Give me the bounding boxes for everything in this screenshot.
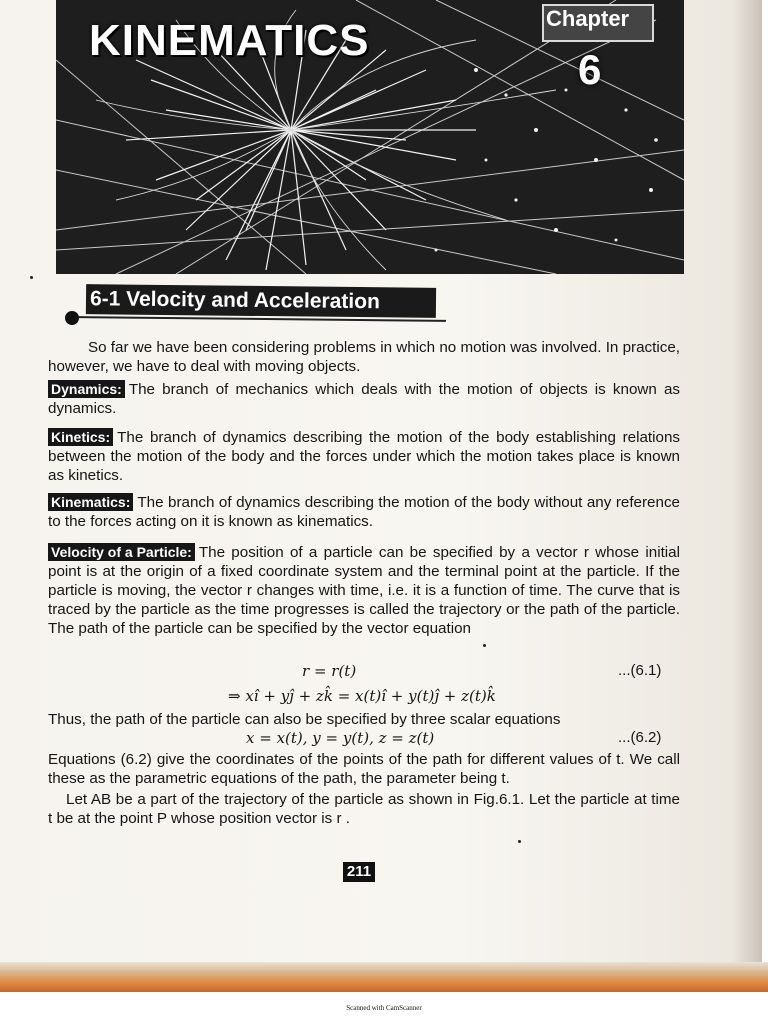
ink-speck (30, 276, 33, 279)
dynamics-definition (48, 380, 680, 418)
equation-6-1: r = r(t) (302, 662, 357, 680)
chapter-label: Chapter (546, 6, 630, 31)
chapter-number: 6 (578, 46, 602, 93)
velocity-definition (48, 543, 680, 638)
ink-speck (518, 840, 521, 843)
equation-6-2: x = x(t), y = y(t), z = z(t) (246, 729, 435, 747)
scanner-footer: Scanned with CamScanner (346, 1004, 422, 1012)
section-heading: 6-1 Velocity and Acceleration (86, 284, 436, 318)
ink-speck (483, 644, 486, 647)
equation-6-1-tag: ...(6.1) (618, 662, 662, 679)
dynamics-term: Dynamics: (48, 380, 125, 398)
kinetics-text: The branch of dynamics describing the motion of the body establishing relations between the motion of the body and the forces under which the motion takes place is known as kinetics. (48, 429, 680, 484)
thus-paragraph: Thus, the path of the particle can also be specified by three scalar equations (48, 711, 561, 728)
velocity-text: The position of a particle can be specified by a vector r whose initial point is at the origin of a fixed coordinate system and the terminal point at the particle. If the particle is moving, the vector r changes with time, i.e. it is a function of time. The curve that is traced by the particle as the time progresses is called the trajectory or the path of the particle. The path of the particle can be specified by the vector equation (48, 544, 680, 637)
page-edge (0, 962, 768, 992)
kinetics-term: Kinetics: (48, 428, 113, 446)
kinematics-term: Kinematics: (48, 493, 133, 511)
kinematics-text: The branch of dynamics describing the motion of the body without any reference to the forces acting on it is known as kinematics. (48, 494, 680, 530)
dynamics-text: The branch of mechanics which deals with the motion of objects is known as dynamics. (48, 381, 680, 417)
equations-note-paragraph: Equations (6.2) give the coordinates of the points of the path for different values of t. We call these as the parametric equations of the path, the parameter being t. (48, 751, 680, 787)
kinematics-definition (48, 493, 680, 531)
equation-6-2-tag: ...(6.2) (618, 729, 662, 746)
heading-bullet-icon (65, 311, 79, 325)
velocity-term: Velocity of a Particle: (48, 543, 195, 561)
chapter-title: KINEMATICS (89, 16, 370, 65)
trajectory-paragraph: Let AB be a part of the trajectory of the particle as shown in Fig.6.1. Let the particle at time t be at the point P whose position vector is r . (48, 791, 680, 827)
page-number: 211 (343, 862, 375, 882)
chapter-banner (56, 0, 684, 274)
intro-paragraph: So far we have been considering problems in which no motion was involved. In practice, however, we have to deal with moving objects. (48, 339, 680, 375)
equation-6-1-expanded: ⇒ xî + yĵ + zk̂ = x(t)î + y(t)ĵ + z(t)k̂ (228, 687, 496, 705)
kinetics-definition (48, 428, 680, 485)
